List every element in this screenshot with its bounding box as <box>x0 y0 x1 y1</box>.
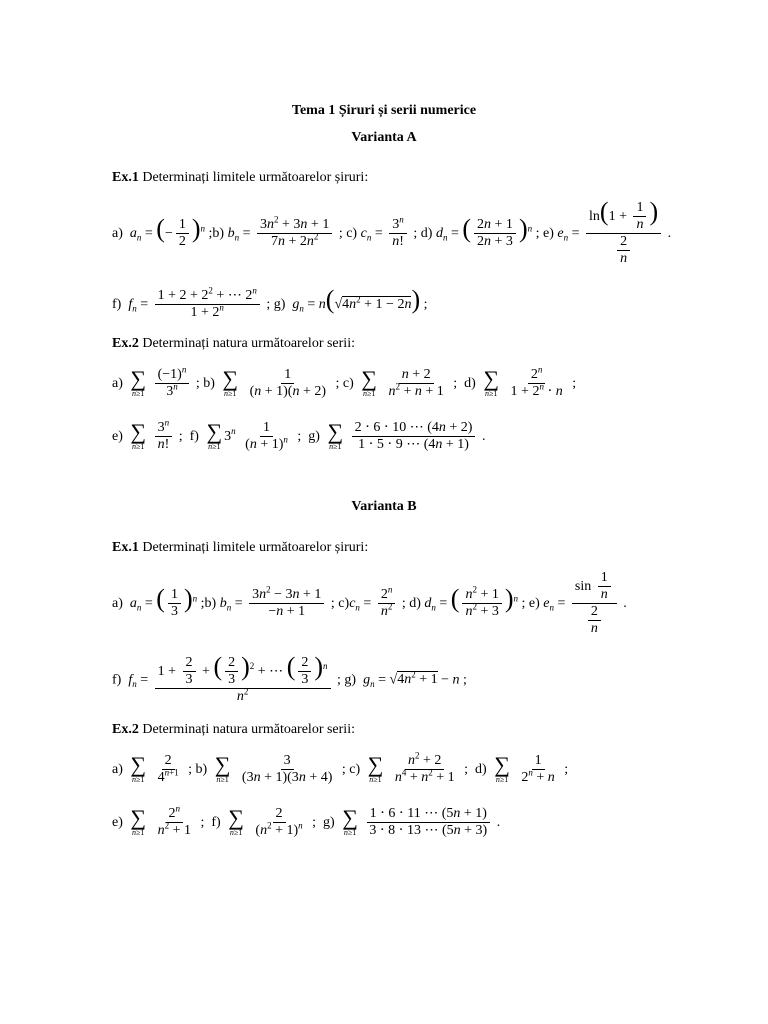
formula: a) ∑ n≥1 $\frac{2}{4^{n+1}}$ ; b) ∑ n≥1 $\frac{3}{(3n + 1)(3n + 4)}$ ; c) ∑ n≥1 $\frac{n^2 + 2}{n^4 + n^2 + 1}$ ; d) ∑ n≥1 $\frac{1}{2^n + n}$ ; <box>112 750 569 786</box>
variant-a-ex2-row-1 <box>112 364 577 400</box>
ex2-text: Determinați natura următoarelor serii: <box>142 336 355 351</box>
ex1-text: Determinați limitele următoarelor șiruri: <box>142 540 369 555</box>
ex2-label: Ex.2 <box>112 722 139 737</box>
formula: e) ∑ n≥1 $\frac{2^n}{n^2 + 1}$ ; f) ∑ n≥1 $\frac{2}{(n^2 + 1)^n}$ ; g) ∑ n≥1 $\frac{1 \cdot 6 \cdot 11 \cdots (5n + 1)}{3 \cdot 8 \cdot 13 \cdots (5n + 3)}$ . <box>112 803 501 839</box>
ex2-text: Determinați natura următoarelor serii: <box>142 722 355 737</box>
formula: e) ∑ n≥1 $\frac{3^n}{n!}$ ; f) ∑ n≥1 3$^n$ $\frac{1}{(n + 1)^n}$ ; g) ∑ n≥1 $\frac{2 \cdot 6 \cdot 10 \cdots (4n + 2)}{1 \cdot 5 \cdot 9 \cdots (4n + 1)}$ . <box>112 417 486 453</box>
ex2-label: Ex.2 <box>112 336 139 351</box>
variant-b-ex2-row-2 <box>112 803 501 839</box>
variant-b-ex2-heading <box>112 722 355 738</box>
variant-a-heading: Varianta A <box>351 130 417 145</box>
formula: f) $f_n$ = 1 + $\frac{2}{3}$ + ( $\frac{2}{3}$ )$^2$ + ⋯ ( $\frac{2}{3}$ )$^n$ $n^2$ ; g) $g_n = √4n^2 + 1 - n$ ; <box>112 651 467 705</box>
ex1-text: Determinați limitele următoarelor șiruri: <box>142 170 369 185</box>
variant-a-ex2-row-2 <box>112 417 486 453</box>
ex1-label: Ex.1 <box>112 170 139 185</box>
variant-b-ex1-row-1 <box>112 570 627 637</box>
variant-a-ex2-heading <box>112 336 355 352</box>
variant-a-ex1-row-1 <box>112 196 672 267</box>
variant-b-ex1-row-2 <box>112 651 467 705</box>
variant-a-ex1-heading <box>112 170 368 186</box>
variant-b-ex1-heading <box>112 540 368 556</box>
ex1-label: Ex.1 <box>112 540 139 555</box>
variant-b-ex2-row-1 <box>112 750 569 786</box>
formula: a) $a_n$ = ( $\frac{1}{3}$ )$^n$ ;b) $b_n$ = $\frac{3n^2 - 3n + 1}{-n + 1}$ ; $c)c_n$ = $\frac{2^n}{n^2}$ ; d) $d_n$ = ( $\frac{n^2 + 1}{n^2 + 3}$ )$^n$ ; e) $e_n$ = sin $\frac{1}{n}$ $\frac{2}{n}$ . <box>112 570 627 637</box>
variant-b-heading: Varianta B <box>351 499 417 514</box>
formula: f) $f_n$ = $\frac{1 + 2 + 2^2 + \cdots 2^n}{1 + 2^n}$ ; g) $g_n = n(√4n^2 + 1 - 2n)$ ; <box>112 284 428 321</box>
document-title: Tema 1 Șiruri și serii numerice <box>291 103 477 118</box>
formula: a) $a_n$ = (− $\frac{1}{2}$ )$^n$ ;b) $b_n$ = $\frac{3n^2 + 3n + 1}{7n + 2n^2}$ ; c) $c_n$ = $\frac{3^n}{n!}$ ; d) $d_n$ = ( $\frac{2n + 1}{2n + 3}$ )$^n$ ; e) $e_n$ = ln(1 + $\frac{1}{n}$ ) $\frac{2}{n}$ . <box>112 196 672 267</box>
variant-a-ex1-row-2 <box>112 284 428 321</box>
formula: a) ∑ n≥1 $\frac{(-1)^n}{3^n}$ ; b) ∑ n≥1 $\frac{1}{(n + 1)(n + 2)}$ ; c) ∑ n≥1 $\frac{n + 2}{n^2 + n + 1}$ ; d) ∑ n≥1 $\frac{2^n}{1 + 2^n \cdot n}$ ; <box>112 364 577 400</box>
